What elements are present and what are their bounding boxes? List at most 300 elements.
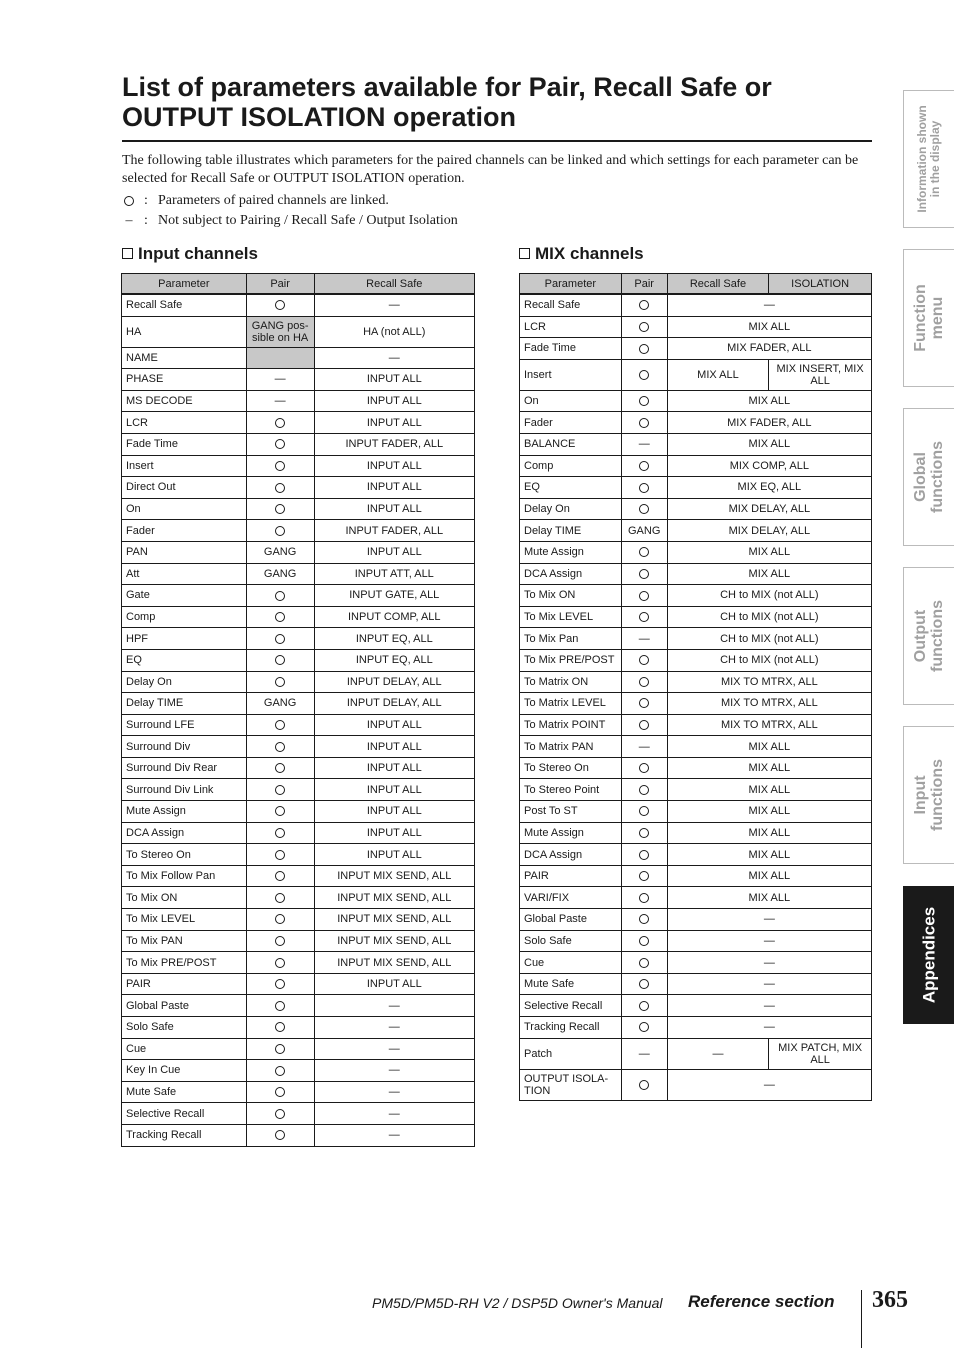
circle-icon [639, 1001, 649, 1011]
table-row [520, 1069, 872, 1100]
circle-icon [275, 1001, 285, 1011]
table-row [520, 671, 872, 693]
pair-cell: GANG pos-sible on HA [246, 316, 314, 347]
circle-icon [275, 936, 285, 946]
parameter-cell: Insert [520, 359, 622, 390]
pair-cell [621, 359, 667, 390]
page-number: 365 [872, 1287, 908, 1313]
recall-safe-cell: MIX ALL [667, 887, 871, 909]
table-row [122, 628, 475, 650]
recall-safe-cell: — [667, 930, 871, 952]
parameter-cell: DCA Assign [122, 822, 247, 844]
parameter-cell: Global Paste [122, 995, 247, 1017]
recall-safe-cell: MIX TO MTRX, ALL [667, 693, 871, 715]
table-row [122, 649, 475, 671]
circle-icon [275, 677, 285, 687]
recall-safe-cell: INPUT MIX SEND, ALL [314, 865, 474, 887]
table-row [520, 294, 872, 316]
footer-manual-title: PM5D/PM5D-RH V2 / DSP5D Owner's Manual [372, 1295, 663, 1311]
circle-icon [275, 655, 285, 665]
circle-icon [275, 1130, 285, 1140]
parameter-cell: Surround LFE [122, 714, 247, 736]
pair-cell: — [246, 369, 314, 391]
pair-cell [246, 498, 314, 520]
recall-safe-cell: MIX TO MTRX, ALL [667, 671, 871, 693]
table-row [122, 757, 475, 779]
table-row [520, 887, 872, 909]
pair-cell [246, 1124, 314, 1146]
parameter-cell: To Stereo On [520, 757, 622, 779]
circle-icon [275, 483, 285, 493]
pair-cell [621, 973, 667, 995]
pair-cell [246, 714, 314, 736]
recall-safe-cell: — [667, 294, 871, 316]
table-row [122, 973, 475, 995]
table-row [520, 995, 872, 1017]
parameter-cell: Delay On [520, 498, 622, 520]
pair-cell [621, 477, 667, 499]
circle-icon [639, 698, 649, 708]
circle-icon [275, 979, 285, 989]
table-row [520, 390, 872, 412]
pair-cell [621, 909, 667, 931]
table-row [122, 822, 475, 844]
pair-cell: — [621, 1038, 667, 1069]
recall-safe-cell: INPUT MIX SEND, ALL [314, 909, 474, 931]
pair-cell [246, 1017, 314, 1039]
pair-cell [246, 1103, 314, 1125]
table-row [520, 433, 872, 455]
column-header: Recall Safe [314, 274, 474, 295]
circle-icon [639, 893, 649, 903]
pair-cell [621, 779, 667, 801]
pair-cell [621, 757, 667, 779]
pair-cell [621, 844, 667, 866]
pair-cell: GANG [246, 541, 314, 563]
recall-safe-cell: INPUT ATT, ALL [314, 563, 474, 585]
table-row [122, 412, 475, 434]
pair-cell [246, 822, 314, 844]
parameter-cell: Recall Safe [122, 294, 247, 316]
section-heading-text: MIX channels [535, 244, 644, 263]
recall-safe-cell: CH to MIX (not ALL) [667, 649, 871, 671]
recall-safe-cell: MIX ALL [667, 844, 871, 866]
pair-cell [246, 909, 314, 931]
pair-cell [621, 714, 667, 736]
pair-cell [621, 1017, 667, 1039]
circle-icon [275, 893, 285, 903]
table-row [122, 671, 475, 693]
parameter-cell: LCR [122, 412, 247, 434]
parameter-cell: DCA Assign [520, 563, 622, 585]
pair-cell [621, 865, 667, 887]
table-row [520, 909, 872, 931]
pair-cell [246, 1081, 314, 1103]
table-row [122, 541, 475, 563]
table-row [122, 930, 475, 952]
pair-cell [621, 671, 667, 693]
pair-cell [246, 628, 314, 650]
parameter-cell: Delay On [122, 671, 247, 693]
recall-safe-cell: MIX FADER, ALL [667, 412, 871, 434]
pair-cell: GANG [246, 693, 314, 715]
tab-label: Information shown in the display [915, 105, 942, 213]
recall-safe-cell: MIX ALL [667, 390, 871, 412]
circle-icon [639, 828, 649, 838]
parameter-cell: Comp [122, 606, 247, 628]
table-row [520, 822, 872, 844]
parameter-cell: EQ [122, 649, 247, 671]
pair-cell [246, 952, 314, 974]
recall-safe-cell: — [667, 1017, 871, 1039]
parameter-cell: Fader [520, 412, 622, 434]
recall-safe-cell: INPUT EQ, ALL [314, 649, 474, 671]
recall-safe-cell: MIX DELAY, ALL [667, 520, 871, 542]
tab-function-menu[interactable] [903, 249, 954, 387]
recall-safe-cell: CH to MIX (not ALL) [667, 606, 871, 628]
circle-icon [639, 785, 649, 795]
table-row [122, 887, 475, 909]
table-row [520, 541, 872, 563]
table-row [122, 779, 475, 801]
table-row [122, 347, 475, 369]
recall-safe-cell: INPUT EQ, ALL [314, 628, 474, 650]
table-row [520, 1017, 872, 1039]
recall-safe-cell: INPUT ALL [314, 455, 474, 477]
parameter-cell: Surround Div Rear [122, 757, 247, 779]
table-row [122, 390, 475, 412]
pair-cell [621, 930, 667, 952]
pair-cell [246, 294, 314, 316]
table-row [122, 1017, 475, 1039]
recall-safe-cell: MIX ALL [667, 541, 871, 563]
parameter-cell: On [122, 498, 247, 520]
pair-cell [246, 1038, 314, 1060]
parameter-cell: Solo Safe [122, 1017, 247, 1039]
pair-cell: — [621, 433, 667, 455]
parameter-cell: Comp [520, 455, 622, 477]
circle-icon [639, 655, 649, 665]
circle-icon [275, 526, 285, 536]
pair-cell [246, 520, 314, 542]
circle-icon [122, 192, 136, 210]
circle-icon [639, 958, 649, 968]
pair-cell [621, 649, 667, 671]
circle-icon [275, 591, 285, 601]
recall-safe-cell: CH to MIX (not ALL) [667, 585, 871, 607]
circle-icon [639, 461, 649, 471]
circle-icon [275, 785, 285, 795]
pair-cell [621, 887, 667, 909]
table-row [122, 606, 475, 628]
tab-label: Output functions [912, 600, 946, 672]
pair-cell: — [621, 628, 667, 650]
pair-cell [621, 338, 667, 360]
table-row [520, 628, 872, 650]
circle-icon [639, 418, 649, 428]
pair-cell [621, 952, 667, 974]
parameter-cell: To Mix ON [520, 585, 622, 607]
recall-safe-cell: — [314, 294, 474, 316]
table-row [122, 952, 475, 974]
pair-cell: — [246, 390, 314, 412]
pair-cell [246, 930, 314, 952]
pair-cell [246, 757, 314, 779]
recall-safe-cell: — [314, 1060, 474, 1082]
recall-safe-cell: INPUT ALL [314, 973, 474, 995]
parameter-cell: OUTPUT ISOLA-TION [520, 1069, 622, 1100]
table-row [520, 338, 872, 360]
input-channels-table [121, 273, 475, 1147]
parameter-cell: Selective Recall [122, 1103, 247, 1125]
parameter-cell: Insert [122, 455, 247, 477]
circle-icon [275, 1022, 285, 1032]
table-row [520, 498, 872, 520]
parameter-cell: Fader [122, 520, 247, 542]
table-row [122, 1060, 475, 1082]
table-row [122, 520, 475, 542]
recall-safe-cell: INPUT ALL [314, 801, 474, 823]
circle-icon [275, 1087, 285, 1097]
table-row [122, 563, 475, 585]
pair-cell [246, 865, 314, 887]
parameter-cell: Patch [520, 1038, 622, 1069]
pair-cell [621, 412, 667, 434]
parameter-cell: PAN [122, 541, 247, 563]
table-row [520, 316, 872, 338]
recall-safe-cell: MIX EQ, ALL [667, 477, 871, 499]
recall-safe-cell: INPUT MIX SEND, ALL [314, 952, 474, 974]
tab-information-shown[interactable] [903, 90, 954, 228]
table-row [520, 952, 872, 974]
pair-cell [246, 477, 314, 499]
isolation-cell: MIX INSERT, MIX ALL [769, 359, 872, 390]
table-row [520, 801, 872, 823]
table-row [520, 412, 872, 434]
table-row [520, 930, 872, 952]
table-row [520, 736, 872, 758]
table-row [122, 844, 475, 866]
column-header: ISOLATION [769, 274, 872, 295]
circle-icon [275, 1066, 285, 1076]
parameter-cell: To Mix Pan [520, 628, 622, 650]
dash-symbol: – [125, 213, 133, 228]
parameter-cell: HPF [122, 628, 247, 650]
table-row [122, 477, 475, 499]
legend-linked [122, 192, 862, 210]
circle-icon [275, 418, 285, 428]
parameter-cell: PHASE [122, 369, 247, 391]
table-row [520, 973, 872, 995]
table-row [122, 1038, 475, 1060]
recall-safe-cell: MIX TO MTRX, ALL [667, 714, 871, 736]
parameter-cell: Tracking Recall [122, 1124, 247, 1146]
pair-cell [621, 995, 667, 1017]
pair-cell [246, 649, 314, 671]
recall-safe-cell: INPUT ALL [314, 714, 474, 736]
parameter-cell: To Matrix ON [520, 671, 622, 693]
pair-cell [621, 541, 667, 563]
parameter-cell: Solo Safe [520, 930, 622, 952]
recall-safe-cell: CH to MIX (not ALL) [667, 628, 871, 650]
table-row [122, 1124, 475, 1146]
parameter-cell: To Matrix LEVEL [520, 693, 622, 715]
table-row [520, 520, 872, 542]
table-row [122, 455, 475, 477]
pair-cell [621, 563, 667, 585]
legend-not-subject [122, 212, 862, 230]
circle-icon [639, 763, 649, 773]
table-row [520, 865, 872, 887]
recall-safe-cell: MIX ALL [667, 433, 871, 455]
table-row [520, 477, 872, 499]
circle-icon [275, 850, 285, 860]
table-row [122, 585, 475, 607]
circle-icon [275, 439, 285, 449]
intro-paragraph: The following table illustrates which parameters for the paired channels can be linked and which settings for each parameter can be selected for Recall Safe or OUTPUT ISOLATION operation. [122, 153, 859, 186]
parameter-cell: HA [122, 316, 247, 347]
table-row [520, 606, 872, 628]
recall-safe-cell: — [314, 1081, 474, 1103]
pair-cell [246, 801, 314, 823]
legend-text: Not subject to Pairing / Recall Safe / Output Isolation [158, 213, 458, 228]
recall-safe-cell: MIX ALL [667, 822, 871, 844]
pair-cell [246, 606, 314, 628]
mix-channels-table [519, 273, 872, 1101]
recall-safe-cell: INPUT DELAY, ALL [314, 693, 474, 715]
recall-safe-cell: — [314, 1124, 474, 1146]
parameter-cell: Mute Assign [520, 541, 622, 563]
circle-icon [639, 612, 649, 622]
pair-cell [246, 585, 314, 607]
circle-icon [275, 806, 285, 816]
parameter-cell: Delay TIME [122, 693, 247, 715]
parameter-cell: DCA Assign [520, 844, 622, 866]
tab-global-functions[interactable] [903, 408, 954, 546]
circle-icon [639, 547, 649, 557]
circle-icon [639, 1080, 649, 1090]
circle-icon [639, 1022, 649, 1032]
pair-cell [246, 887, 314, 909]
footer-divider [861, 1290, 862, 1348]
checkbox-square-icon [519, 248, 530, 259]
parameter-cell: Cue [122, 1038, 247, 1060]
circle-icon [639, 850, 649, 860]
pair-cell [621, 498, 667, 520]
circle-icon [639, 914, 649, 924]
circle-icon [275, 871, 285, 881]
recall-safe-cell: INPUT FADER, ALL [314, 520, 474, 542]
pair-cell [621, 606, 667, 628]
table-row [520, 563, 872, 585]
table-row [122, 865, 475, 887]
pair-cell [246, 973, 314, 995]
parameter-cell: PAIR [122, 973, 247, 995]
checkbox-square-icon [122, 248, 133, 259]
recall-safe-cell: INPUT ALL [314, 477, 474, 499]
tab-appendices[interactable] [903, 886, 954, 1024]
table-row [520, 585, 872, 607]
parameter-cell: Direct Out [122, 477, 247, 499]
recall-safe-cell: MIX ALL [667, 736, 871, 758]
circle-icon [275, 742, 285, 752]
parameter-cell: Cue [520, 952, 622, 974]
circle-icon [275, 958, 285, 968]
parameter-cell: VARI/FIX [520, 887, 622, 909]
pair-cell [246, 844, 314, 866]
legend-colon: : [144, 193, 148, 208]
table-row [520, 757, 872, 779]
parameter-cell: Global Paste [520, 909, 622, 931]
recall-safe-cell: — [314, 995, 474, 1017]
pair-cell [621, 390, 667, 412]
recall-safe-cell: — [667, 973, 871, 995]
parameter-cell: To Mix LEVEL [122, 909, 247, 931]
parameter-cell: To Matrix POINT [520, 714, 622, 736]
title-rule [122, 140, 872, 142]
recall-safe-cell: MIX FADER, ALL [667, 338, 871, 360]
parameter-cell: Fade Time [122, 433, 247, 455]
mix-channels-heading [519, 244, 644, 264]
legend-colon: : [144, 213, 148, 228]
recall-safe-cell: — [667, 995, 871, 1017]
recall-safe-cell: — [314, 1017, 474, 1039]
recall-safe-cell: — [314, 347, 474, 369]
parameter-cell: EQ [520, 477, 622, 499]
recall-safe-cell: MIX ALL [667, 801, 871, 823]
tab-output-functions[interactable] [903, 567, 954, 705]
parameter-cell: Mute Assign [520, 822, 622, 844]
table-row [122, 714, 475, 736]
circle-icon [275, 1109, 285, 1119]
recall-safe-cell: — [667, 909, 871, 931]
table-row [122, 433, 475, 455]
recall-safe-cell: INPUT ALL [314, 498, 474, 520]
parameter-cell: Tracking Recall [520, 1017, 622, 1039]
circle-icon [639, 344, 649, 354]
circle-icon [639, 720, 649, 730]
circle-icon [639, 936, 649, 946]
pair-cell: GANG [621, 520, 667, 542]
parameter-cell: Mute Assign [122, 801, 247, 823]
recall-safe-cell: — [667, 952, 871, 974]
tab-input-functions[interactable] [903, 726, 954, 864]
parameter-cell: Selective Recall [520, 995, 622, 1017]
circle-icon [275, 634, 285, 644]
recall-safe-cell: — [667, 1038, 769, 1069]
recall-safe-cell: INPUT DELAY, ALL [314, 671, 474, 693]
tab-label: Function menu [912, 284, 946, 352]
parameter-cell: NAME [122, 347, 247, 369]
circle-icon [275, 461, 285, 471]
recall-safe-cell: INPUT ALL [314, 390, 474, 412]
circle-icon [639, 370, 649, 380]
pair-cell [246, 779, 314, 801]
parameter-cell: Surround Div [122, 736, 247, 758]
pair-cell [621, 585, 667, 607]
footer-section-title: Reference section [688, 1292, 835, 1311]
pair-cell [246, 412, 314, 434]
column-header: Pair [621, 274, 667, 295]
circle-icon [275, 828, 285, 838]
recall-safe-cell: INPUT ALL [314, 369, 474, 391]
parameter-cell: To Mix PRE/POST [520, 649, 622, 671]
circle-icon [639, 504, 649, 514]
parameter-cell: Mute Safe [520, 973, 622, 995]
recall-safe-cell: MIX ALL [667, 563, 871, 585]
recall-safe-cell: INPUT GATE, ALL [314, 585, 474, 607]
pair-cell [246, 995, 314, 1017]
